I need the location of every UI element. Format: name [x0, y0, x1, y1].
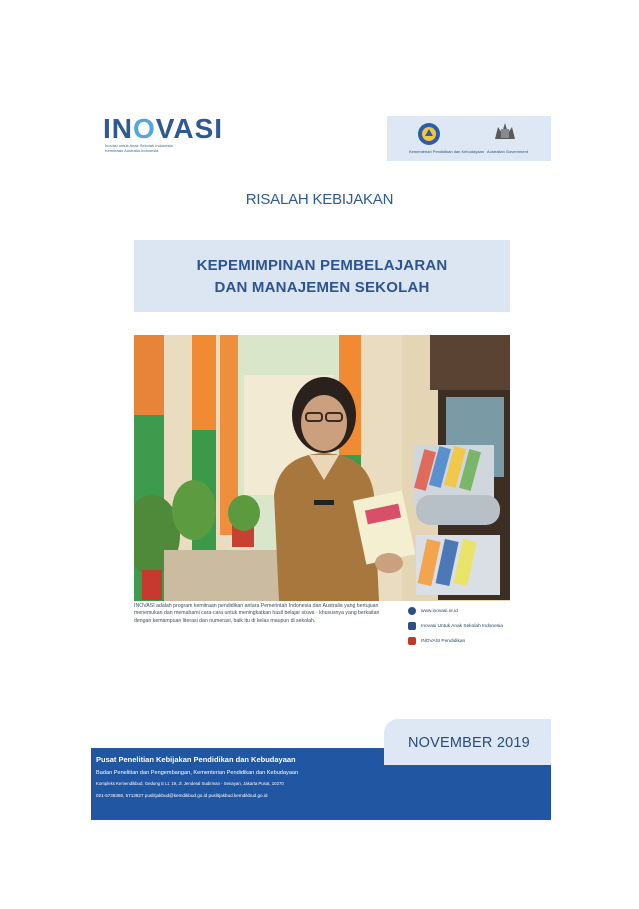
document-series-label: RISALAH KEBIJAKAN	[245, 191, 394, 208]
footer-org: Pusat Penelitian Kebijakan Pendidikan dan Kebudayaan	[96, 755, 296, 764]
partner-logos-box	[387, 116, 551, 161]
footer-address: Kompleks Kemendikbud, Gedung E Lt. 19, Jl. Jenderal Sudirman - Senayan, Jakarta Pusat, 10270	[96, 781, 284, 786]
title-band	[134, 240, 510, 312]
footer-contact: 021-5736365, 5713827 puslitjakbud@kemdikbud.go.id puslitjakbud.kemdikbud.go.id	[96, 793, 268, 798]
youtube-icon	[408, 637, 416, 645]
link-facebook-text: Inovasi Untuk Anak Sekolah Indonesia	[421, 623, 503, 629]
link-youtube-text: INOVASI Pendidikan	[421, 638, 466, 644]
link-website-text: www.inovasi.or.id	[421, 608, 458, 614]
title-line-2: DAN MANAJEMEN SEKOLAH	[214, 279, 430, 296]
link-facebook[interactable]	[408, 620, 548, 632]
publication-date: NOVEMBER 2019	[408, 735, 530, 751]
australia-crest-icon	[491, 119, 519, 145]
logo-wordmark: INOVASI	[103, 113, 224, 144]
inovasi-logo	[103, 115, 223, 153]
link-youtube[interactable]	[408, 635, 548, 647]
kemendikbud-label: Kementerian Pendidikan dan Kebudayaan	[409, 149, 484, 154]
globe-icon	[408, 607, 416, 615]
program-description: INOVASI adalah program kemitraan pendidikan antara Pemerintah Indonesia dan Australia yang bertujuan menemukan dan memahami cara-cara untuk meningkatkan hasil belajar siswa - khususnya yang berkaitan dengan kemampuan literasi dan numerasi, baik itu di kelas maupun di sekolah.	[134, 603, 380, 624]
link-website[interactable]	[408, 605, 548, 617]
logo-tagline-2: Kemitraan Australia-Indonesia	[105, 148, 159, 153]
facebook-icon	[408, 622, 416, 630]
title-line-1: KEPEMIMPINAN PEMBELAJARAN	[196, 257, 448, 274]
footer-parent: Badan Penelitian dan Pengembangan, Kementerian Pendidikan dan Kebudayaan	[96, 770, 299, 776]
contact-links	[408, 605, 548, 650]
logo-tagline: Inovasi untuk Anak Sekolah Indonesia	[105, 143, 173, 148]
date-tab	[384, 719, 551, 765]
kemendikbud-emblem-icon	[417, 122, 441, 146]
cover-photo	[134, 335, 510, 601]
australia-government-label: Australian Government	[487, 149, 528, 154]
